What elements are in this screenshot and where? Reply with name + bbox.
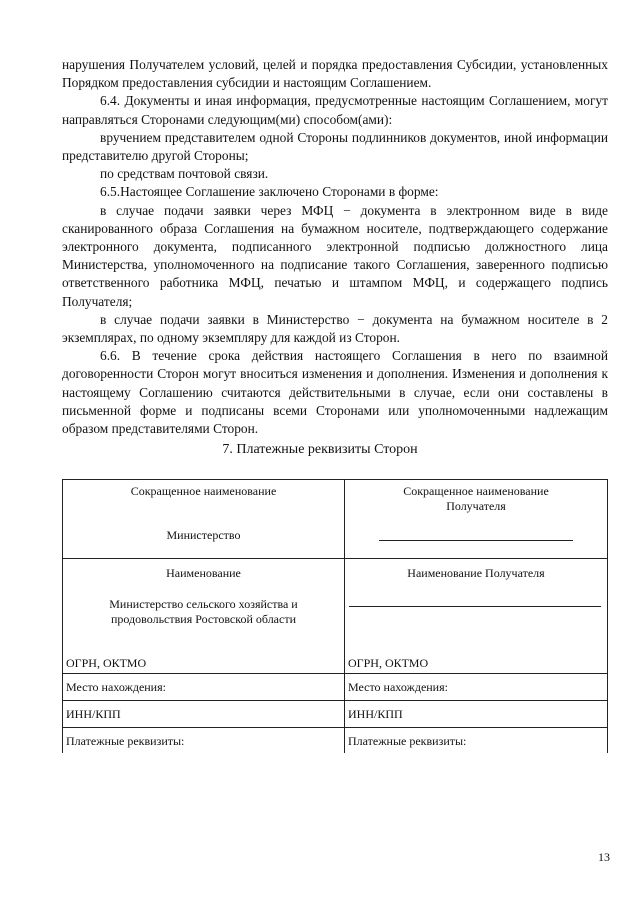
recipient-name-blank [349,606,601,607]
table-row [63,480,608,559]
cell-ministry-location [63,674,345,701]
paragraph-6-4: 6.4. Документы и иная информация, предусмотренные настоящим Соглашением, могут направляться Сторонами следующим(ми) способом(ами): [62,93,608,127]
recipient-inn-label: ИНН/КПП [348,707,403,721]
cell-ministry-name [63,559,345,674]
recipient-short-name-blank [379,540,573,541]
paragraph-postal: по средствам почтовой связи. [100,166,269,182]
paragraph-violation: нарушения Получателем условий, целей и порядка предоставления Субсидии, установленных Порядком предоставления субсидии и настоящим Соглашением. [62,57,608,91]
cell-recipient-location [345,674,608,701]
cell-ministry-short-name [63,480,345,559]
payment-details-table [62,479,608,753]
location-label: Место нахождения: [66,680,166,694]
paragraph-6-6: 6.6. В течение срока действия настоящего Соглашения в него по взаимной договоренности Сторон могут вноситься изменения и дополнения. Изменения и дополнения к настоящему Соглашению считаются действительными в случае, если они составлены в письменной форме и подписаны всеми Сторонами или уполномоченными надлежащим образом представителями Сторон. [62,348,608,437]
recipient-short-name-label-line1: Сокращенное наименование [403,484,549,498]
name-label: Наименование [166,566,241,580]
recipient-short-name-label-line2: Получателя [446,499,506,513]
recipient-payment-label: Платежные реквизиты: [348,734,467,748]
cell-recipient-inn [345,701,608,728]
paragraph-delivery-by-hand: вручением представителем одной Стороны подлинников документов, иной информации представителю другой Стороны; [62,129,608,164]
recipient-name-label: Наименование Получателя [407,566,545,580]
cell-recipient-name [345,559,608,674]
paragraph-6-5: 6.5.Настоящее Соглашение заключено Сторонами в форме: [100,184,439,200]
table-row [63,728,608,754]
cell-ministry-payment [63,728,345,754]
payment-label: Платежные реквизиты: [66,734,185,748]
table-row [63,674,608,701]
cell-ministry-inn [63,701,345,728]
table-row [63,559,608,674]
name-value-line2: продовольствия Ростовской области [110,612,296,626]
paragraph-ministry-paper: в случае подачи заявки в Министерство − документа на бумажном носителе в 2 экземплярах, по одному экземпляру для каждой из Сторон. [62,311,608,346]
ogrn-label: ОГРН, ОКТМО [66,656,147,670]
recipient-ogrn-label: ОГРН, ОКТМО [348,656,429,670]
short-name-value: Министерство [166,528,241,542]
inn-label: ИНН/КПП [66,707,121,721]
short-name-label: Сокращенное наименование [130,484,277,498]
table-row [63,701,608,728]
section-title: 7. Платежные реквизиты Сторон [222,442,418,457]
recipient-location-label: Место нахождения: [348,680,448,694]
agreement-body-text [62,56,608,438]
cell-recipient-short-name [345,480,608,559]
name-value-line1: Министерство сельского хозяйства и [109,597,298,611]
page-number: 13 [598,850,610,864]
cell-recipient-payment [345,728,608,754]
paragraph-mfc-electronic: в случае подачи заявки через МФЦ − документа в электронном виде в виде сканированного образа Соглашения на бумажном носителе, подтверждающего содержание электронного документа, подписанного электронной подписью должностного лица Министерства, уполномоченного на подписание такого Соглашения, заверенного подписью ответственного работника МФЦ, печатью и штампом МФЦ, и содержащего подпись Получателя; [62,202,608,309]
